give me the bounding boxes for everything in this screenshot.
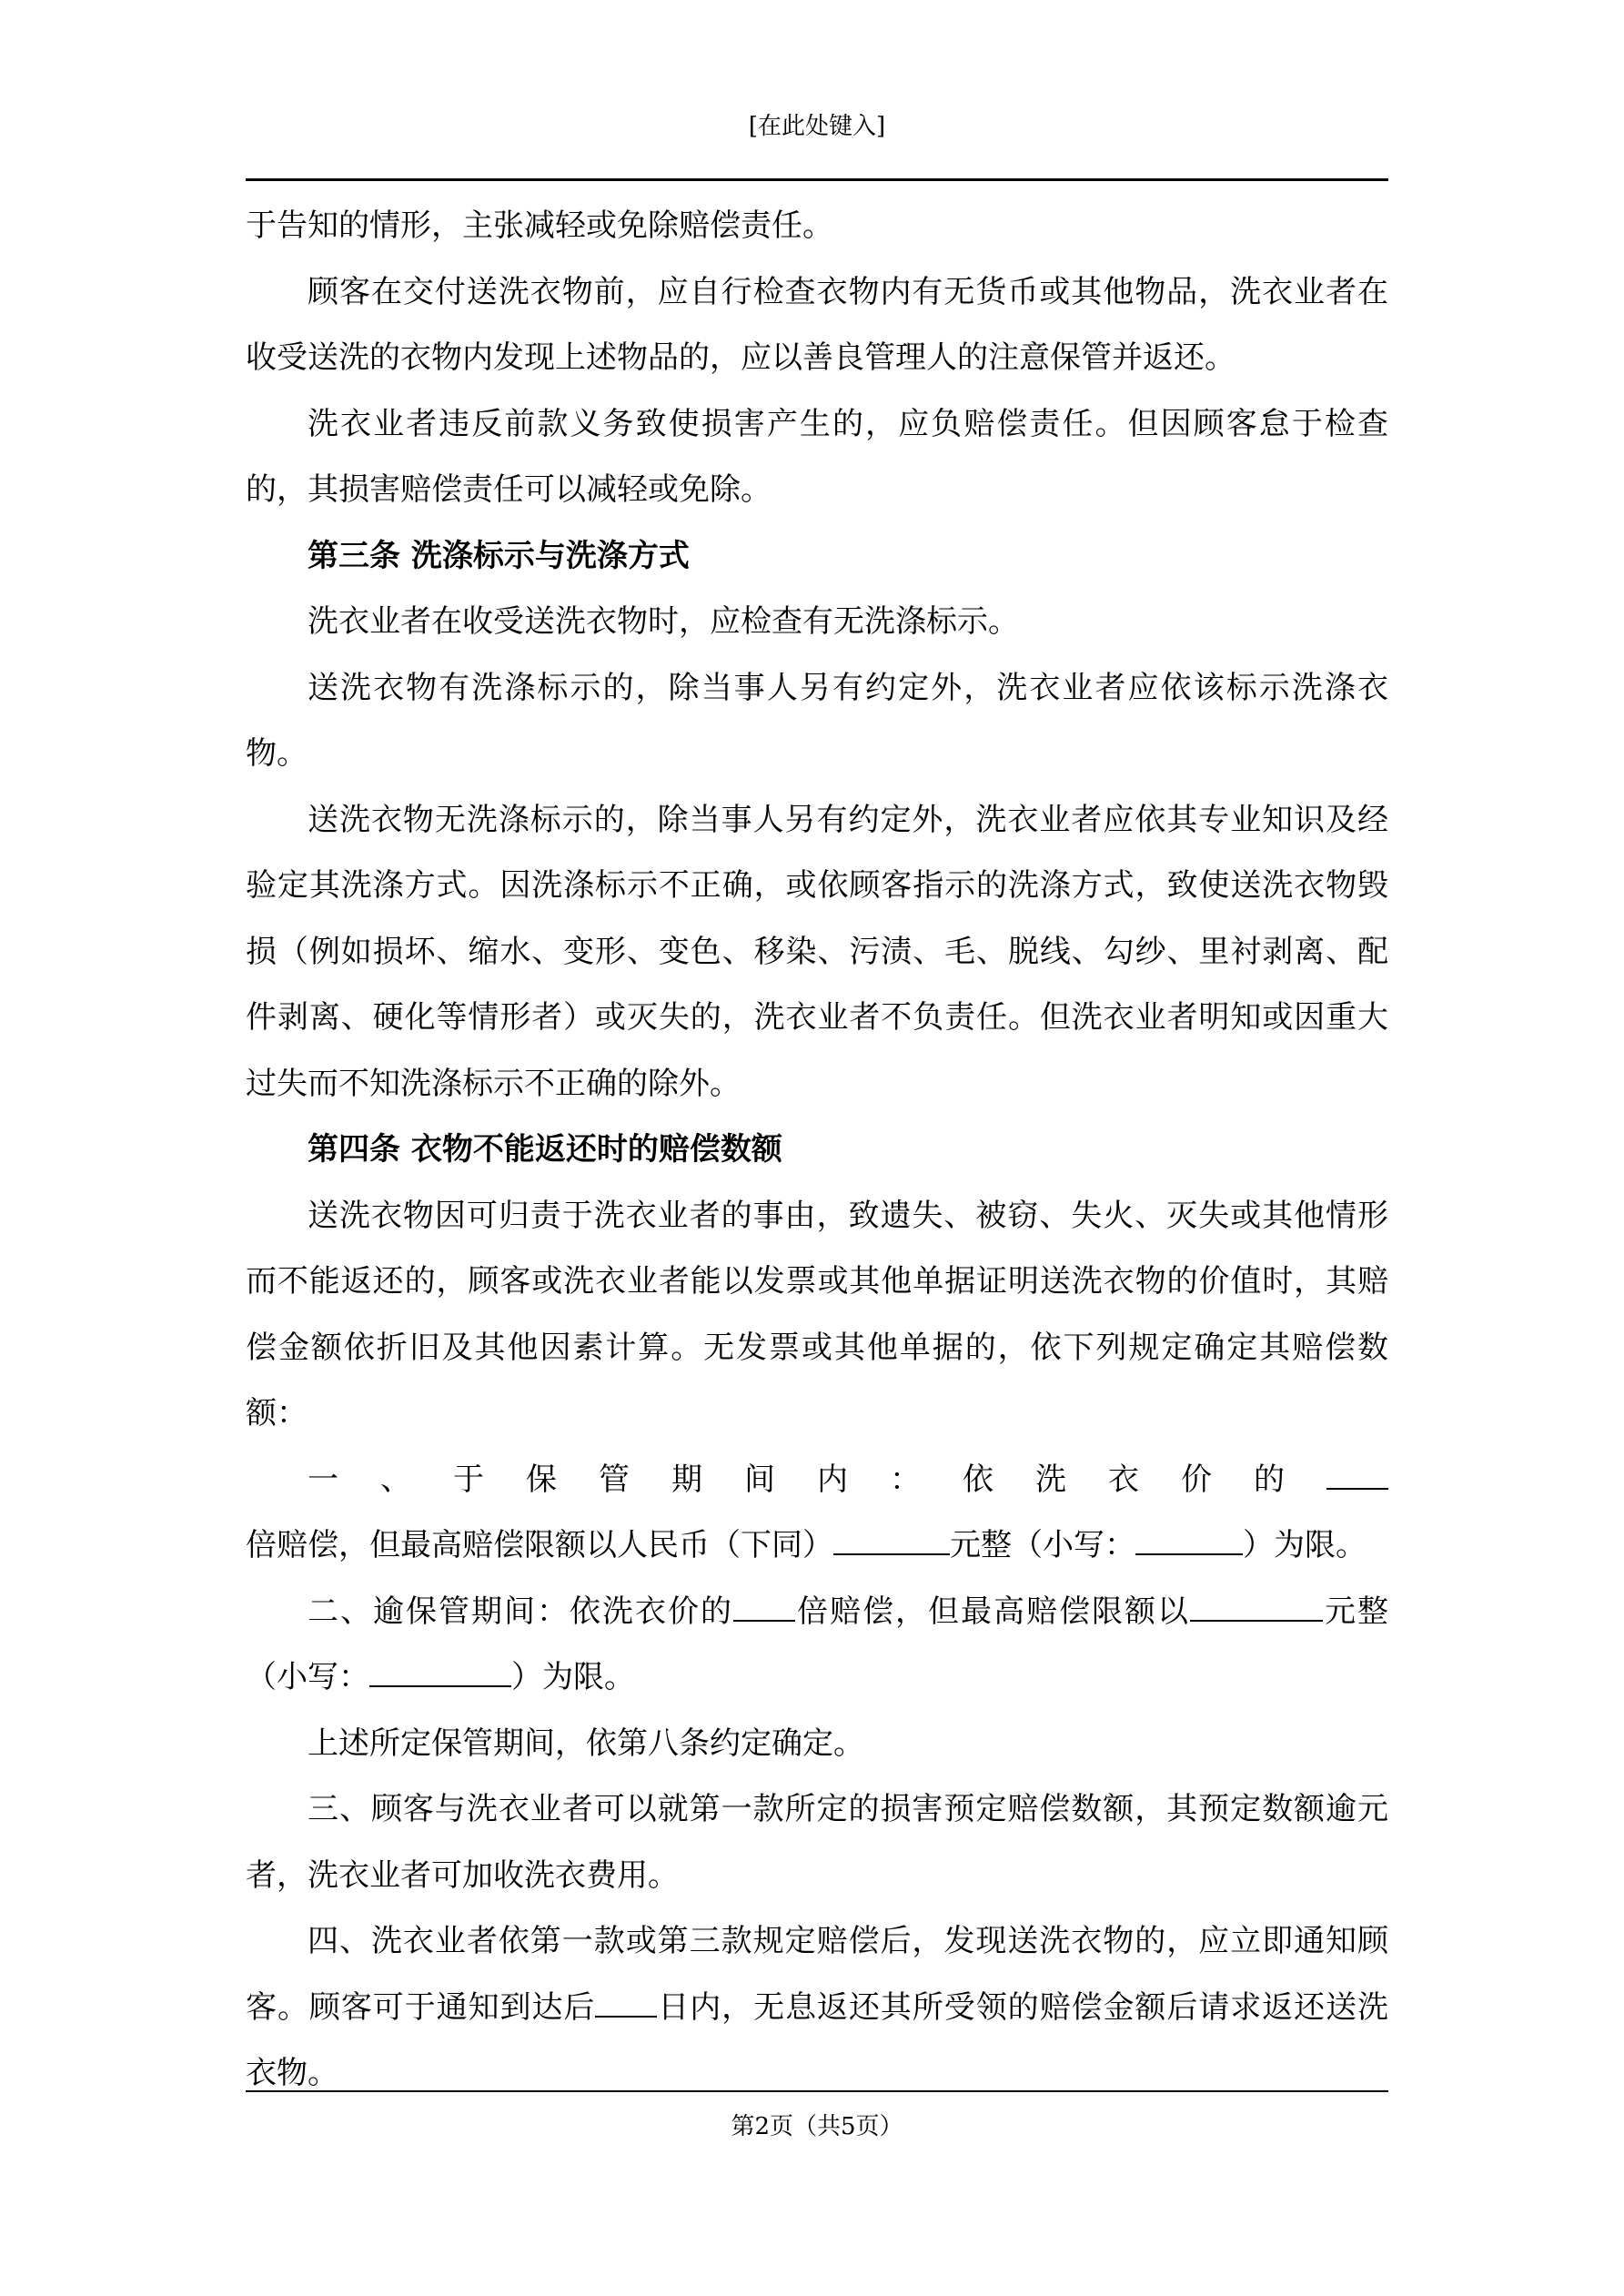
document-body bbox=[246, 193, 1388, 2107]
fill-blank-days[interactable] bbox=[595, 1988, 657, 2018]
clause-item-1 bbox=[246, 1447, 1388, 1579]
clause-text: 日内，无息返还其所受领的赔偿金额后请求返还送洗衣物。 bbox=[246, 1988, 1389, 2091]
clause-text: 元整（小写： bbox=[246, 1593, 1388, 1695]
paragraph bbox=[246, 1908, 1388, 2107]
clause-text: ）为限。 bbox=[1243, 1527, 1367, 1563]
paragraph: 于告知的情形，主张减轻或免除赔偿责任。 bbox=[246, 207, 833, 244]
page-footer: 第2页（共5页） bbox=[731, 2113, 903, 2140]
paragraph: 上述所定保管期间，依第八条约定确定。 bbox=[308, 1725, 864, 1762]
article-heading-4: 第四条 衣物不能返还时的赔偿数额 bbox=[308, 1131, 782, 1168]
page-header: [在此处键入] bbox=[748, 113, 886, 140]
clause-text: 一、于保管期间内：依洗衣价的 bbox=[308, 1461, 1326, 1498]
article-heading-3: 第三条 洗涤标示与洗涤方式 bbox=[308, 537, 690, 574]
paragraph: 洗衣业者违反前款义务致使损害产生的，应负赔偿责任。但因顾客怠于检查的，其损害赔偿责任可以减轻或免除。 bbox=[246, 405, 1388, 508]
fill-blank-multiplier[interactable] bbox=[733, 1593, 795, 1622]
fill-blank-multiplier[interactable] bbox=[1326, 1461, 1388, 1490]
clause-text: 二、逾保管期间：依洗衣价的 bbox=[308, 1593, 733, 1630]
fill-blank-amount[interactable] bbox=[833, 1526, 950, 1555]
header-rule bbox=[246, 178, 1388, 181]
paragraph: 送洗衣物有洗涤标示的，除当事人另有约定外，洗衣业者应依该标示洗涤衣物。 bbox=[246, 669, 1388, 772]
clause-text: ）为限。 bbox=[511, 1659, 635, 1695]
paragraph: 洗衣业者在收受送洗衣物时，应检查有无洗涤标示。 bbox=[308, 603, 1019, 640]
paragraph: 顾客在交付送洗衣物前，应自行检查衣物内有无货币或其他物品，洗衣业者在收受送洗的衣物内发现上述物品的，应以善良管理人的注意保管并返还。 bbox=[246, 273, 1388, 376]
clause-text: 四、洗衣业者依第一款或第三款规定赔偿后，发现送洗衣物的，应立即通知顾客。顾客可于通知到达后 bbox=[246, 1923, 1388, 2026]
fill-blank-amount[interactable] bbox=[1190, 1593, 1323, 1622]
paragraph: 送洗衣物因可归责于洗衣业者的事由，致遗失、被窃、失火、灭失或其他情形而不能返还的，顾客或洗衣业者能以发票或其他单据证明送洗衣物的价值时，其赔偿金额依折旧及其他因素计算。无发票或其他单据的，依下列规定确定其赔偿数额： bbox=[246, 1197, 1388, 1431]
paragraph: 三、顾客与洗衣业者可以就第一款所定的损害预定赔偿数额，其预定数额逾元者，洗衣业者可加收洗衣费用。 bbox=[246, 1791, 1388, 1894]
clause-text: 元整（小写： bbox=[950, 1527, 1135, 1563]
footer-rule bbox=[246, 2090, 1388, 2092]
clause-text: 倍赔偿，但最高赔偿限额以 bbox=[795, 1593, 1190, 1630]
fill-blank-amount-small[interactable] bbox=[369, 1658, 511, 1687]
clause-text: 倍赔偿，但最高赔偿限额以人民币（下同） bbox=[246, 1527, 833, 1563]
paragraph: 送洗衣物无洗涤标示的，除当事人另有约定外，洗衣业者应依其专业知识及经验定其洗涤方式。因洗涤标示不正确，或依顾客指示的洗涤方式，致使送洗衣物毁损（例如损坏、缩水、变形、变色、移染、污渍、毛、脱线、勾纱、里衬剥离、配件剥离、硬化等情形者）或灭失的，洗衣业者不负责任。但洗衣业者明知或因重大过失而不知洗涤标示不正确的除外。 bbox=[246, 801, 1388, 1102]
fill-blank-amount-small[interactable] bbox=[1135, 1526, 1243, 1555]
clause-item-2 bbox=[246, 1579, 1388, 1711]
